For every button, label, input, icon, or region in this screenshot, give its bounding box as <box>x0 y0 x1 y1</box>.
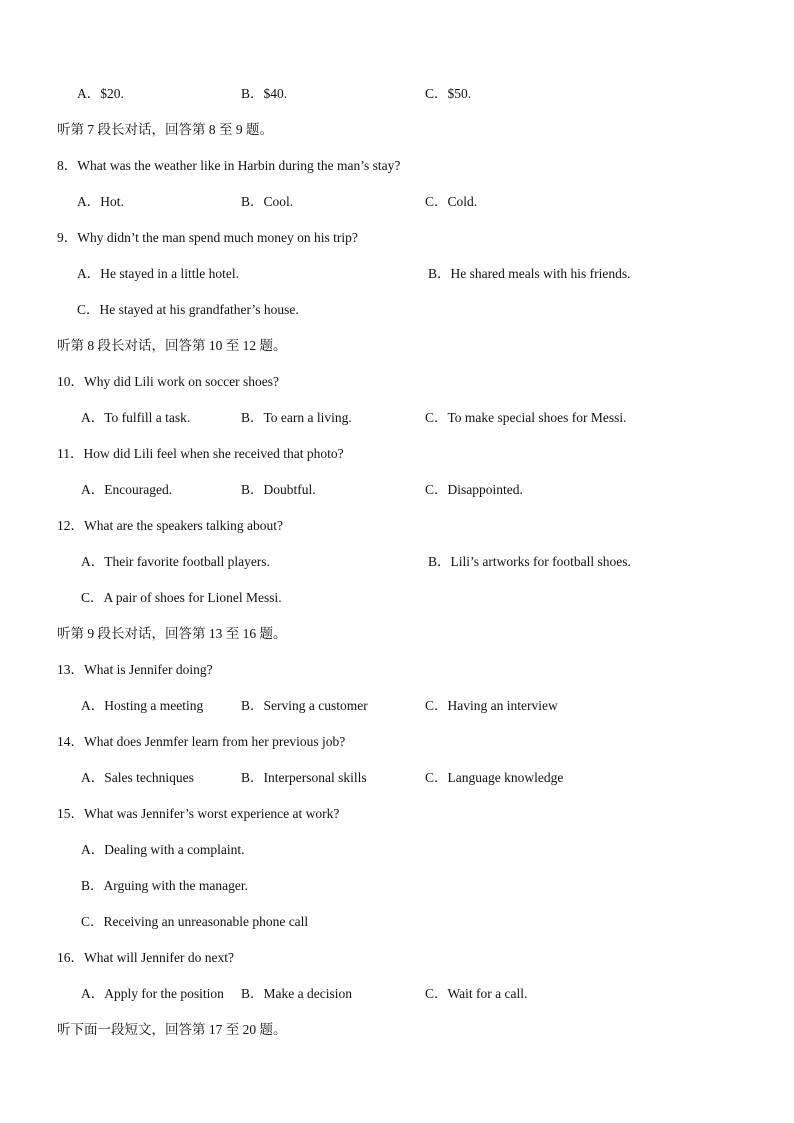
question-text: 9．Why didn’t the man spend much money on his trip? <box>57 230 358 245</box>
answer-option: B．He shared meals with his friends. <box>428 266 631 281</box>
section-heading: 听下面一段短文，回答第 17 至 20 题。 <box>57 1022 287 1037</box>
answer-option: B．$40. <box>241 86 288 101</box>
answer-option: C．Language knowledge <box>425 770 564 785</box>
answer-option: C．He stayed at his grandfather’s house. <box>77 302 299 317</box>
question-text: 14．What does Jenmfer learn from her previous job? <box>57 734 346 749</box>
section-heading: 听第 8 段长对话，回答第 10 至 12 题。 <box>57 338 287 353</box>
answer-option: A．To fulfill a task. <box>81 410 191 425</box>
answer-option: B．Cool. <box>241 194 294 209</box>
answer-option: C．A pair of shoes for Lionel Messi. <box>81 590 282 605</box>
answer-option: C．Cold. <box>425 194 478 209</box>
answer-option: B．Make a decision <box>241 986 352 1001</box>
answer-option: B．Arguing with the manager. <box>81 878 248 893</box>
answer-option: B．Doubtful. <box>241 482 316 497</box>
question-text: 12．What are the speakers talking about? <box>57 518 284 533</box>
answer-option: C．Wait for a call. <box>425 986 528 1001</box>
question-text: 10．Why did Lili work on soccer shoes? <box>57 374 279 389</box>
answer-option: C．Disappointed. <box>425 482 523 497</box>
question-text: 16．What will Jennifer do next? <box>57 950 234 965</box>
answer-option: B．Serving a customer <box>241 698 368 713</box>
answer-option: B．Lili’s artworks for football shoes. <box>428 554 631 569</box>
answer-option: A．He stayed in a little hotel. <box>77 266 239 281</box>
question-text: 11．How did Lili feel when she received that photo? <box>57 446 344 461</box>
answer-option: C．Having an interview <box>425 698 558 713</box>
answer-option: A．Hot. <box>77 194 124 209</box>
answer-option: A．Their favorite football players. <box>81 554 270 569</box>
answer-option: B．To earn a living. <box>241 410 352 425</box>
answer-option: A．Dealing with a complaint. <box>81 842 245 857</box>
answer-option: A．Apply for the position <box>81 986 224 1001</box>
question-text: 13．What is Jennifer doing? <box>57 662 213 677</box>
answer-option: C．To make special shoes for Messi. <box>425 410 627 425</box>
question-text: 8．What was the weather like in Harbin during the man’s stay? <box>57 158 401 173</box>
answer-option: C．Receiving an unreasonable phone call <box>81 914 309 929</box>
answer-option: A．Encouraged. <box>81 482 173 497</box>
answer-option: A．$20. <box>77 86 124 101</box>
section-heading: 听第 7 段长对话，回答第 8 至 9 题。 <box>57 122 273 137</box>
question-text: 15．What was Jennifer’s worst experience at work? <box>57 806 340 821</box>
answer-option: B．Interpersonal skills <box>241 770 367 785</box>
answer-option: A．Hosting a meeting <box>81 698 204 713</box>
answer-option: C．$50. <box>425 86 472 101</box>
answer-option: A．Sales techniques <box>81 770 194 785</box>
section-heading: 听第 9 段长对话，回答第 13 至 16 题。 <box>57 626 287 641</box>
